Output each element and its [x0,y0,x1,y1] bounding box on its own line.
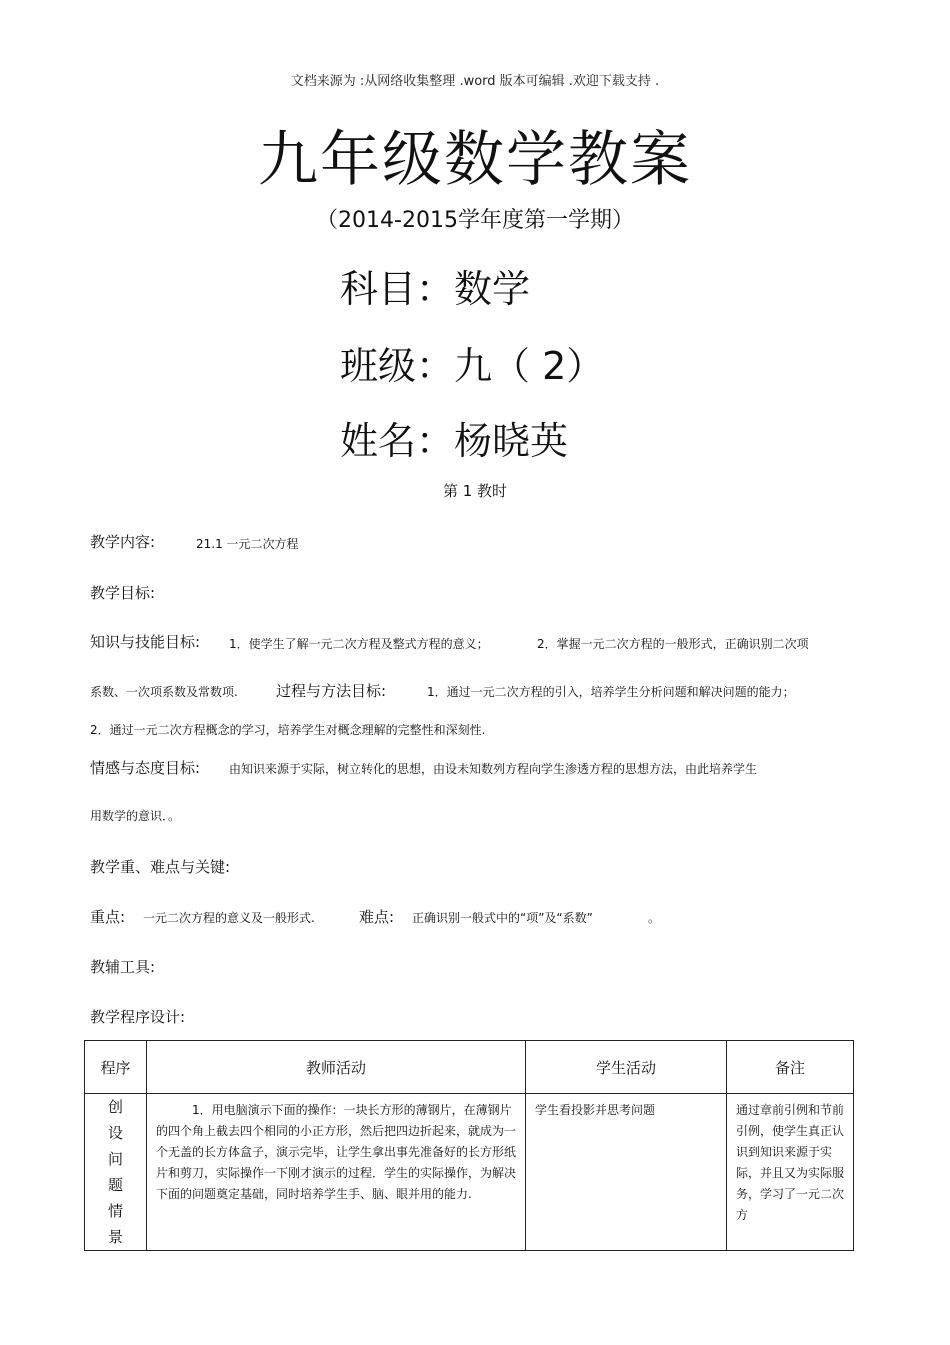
knowledge-label: 知识与技能目标: [90,633,201,651]
lesson-procedure-table [84,1040,854,1251]
name-line: 姓名：杨晓英 [340,419,569,463]
procedure-cell: 创设问题情景 [85,1094,147,1251]
difficulty-end: 。 [648,911,661,925]
key-points-label: 教学重、难点与关键: [90,858,231,876]
knowledge-item-2-cont: 系数、一次项系数及常数项. [90,685,238,699]
process-label: 过程与方法目标: [276,682,387,700]
page-title: 九年级数学教案 [258,125,692,195]
column-header-student: 学生活动 [526,1041,727,1094]
content-value: 21.1 一元二次方程 [196,537,299,551]
subject-line: 科目：数学 [340,267,531,311]
tools-label: 教辅工具: [90,958,156,976]
content-label: 教学内容: [90,533,156,551]
notes-cell: 通过章前引例和节前引例，使学生真正认识到知识来源于实际，并且又为实际服务，学习了一元二次方 [727,1094,854,1251]
difficulty-value: 正确识别一般式中的“项”及“系数” [412,911,593,925]
table-header-row [85,1041,854,1094]
class-line: 班级：九（ 2） [340,344,605,388]
focus-label: 重点: [90,908,126,926]
school-year: （2014-2015学年度第一学期） [316,208,634,233]
objectives-label: 教学目标: [90,584,156,602]
emotion-label: 情感与态度目标: [90,759,201,777]
table-row [85,1094,854,1251]
knowledge-item-1: 1．使学生了解一元二次方程及整式方程的意义； [229,637,489,651]
teacher-activity-cell [147,1094,526,1251]
teacher-activity-text: 1．用电脑演示下面的操作：一块长方形的薄钢片，在薄钢片的四个角上截去四个相同的小正方形，然后把四边折起来，就成为一个无盖的长方体盒子，演示完毕，让学生拿出事先准备好的长方形纸片和剪刀，实际操作一下刚才演示的过程．学生的实际操作，为解决下面的问题奠定基础，同时培养学生手、脑、眼并用的能力. [156,1103,517,1201]
emotion-text: 由知识来源于实际，树立转化的思想，由设未知数列方程向学生渗透方程的思想方法，由此培养学生 [229,762,758,776]
lesson-number: 第 1 教时 [442,482,508,500]
emotion-text-cont: 用数学的意识．。 [90,809,181,823]
design-label: 教学程序设计: [90,1008,186,1026]
column-header-notes: 备注 [727,1041,854,1094]
process-item-2: 2．通过一元二次方程概念的学习，培养学生对概念理解的完整性和深刻性. [90,723,486,737]
student-activity-cell: 学生看投影并思考问题 [526,1094,727,1251]
column-header-teacher: 教师活动 [147,1041,526,1094]
column-header-procedure: 程序 [85,1041,147,1094]
source-note: 文档来源为 :从网络收集整理 .word 版本可编辑 .欢迎下载支持 . [290,74,660,89]
process-item-1: 1．通过一元二次方程的引入，培养学生分析问题和解决问题的能力； [427,685,795,699]
knowledge-item-2: 2．掌握一元二次方程的一般形式，正确识别二次项 [537,637,809,651]
difficulty-label: 难点: [359,908,395,926]
focus-value: 一元二次方程的意义及一般形式. [143,911,315,925]
